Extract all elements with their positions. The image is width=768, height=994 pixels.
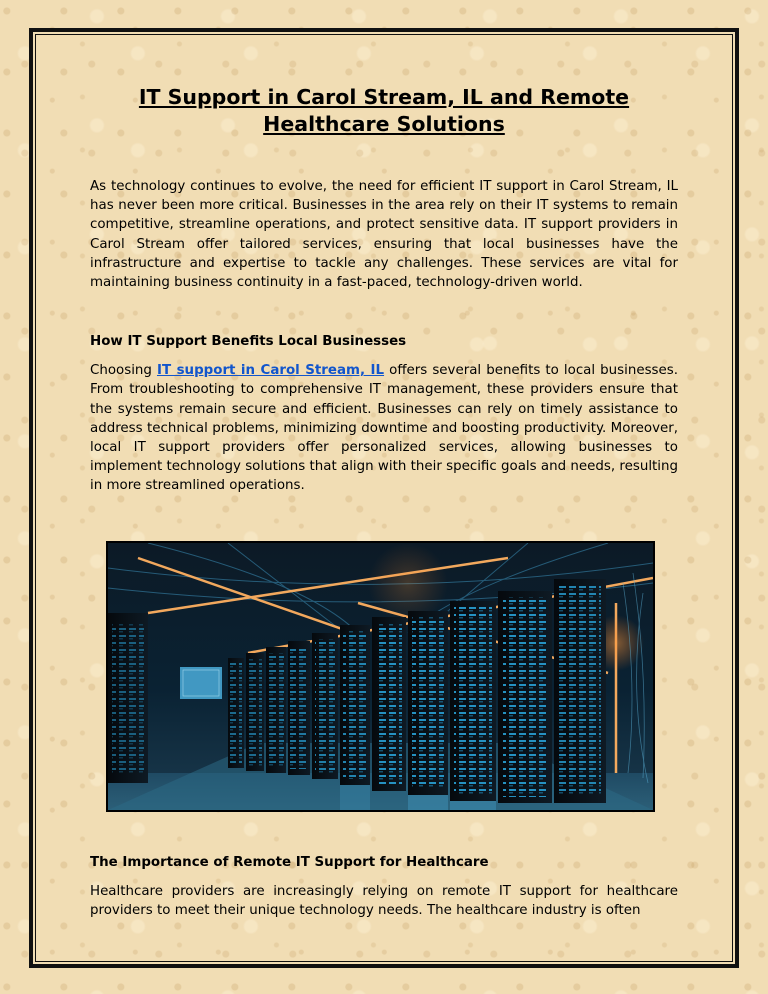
section-heading-healthcare: The Importance of Remote IT Support for Healthcare bbox=[90, 854, 489, 870]
intro-paragraph: As technology continues to evolve, the need for efficient IT support in Carol Stream, IL has never been more critical. Businesses in the area rely on their IT systems to remain competitive, streamline operations, and protect sensitive data. IT support providers in Carol Stream offer tailored services, ensuring that local businesses have the infrastructure and expertise to tackle any challenges. These services are vital for maintaining business continuity in a fast-paced, technology-driven world. bbox=[90, 179, 678, 291]
benefits-paragraph bbox=[90, 361, 678, 495]
benefits-lead-text: Choosing bbox=[90, 363, 152, 379]
section-heading-benefits: How IT Support Benefits Local Businesses bbox=[90, 334, 407, 350]
article-title: IT Support in Carol Stream, IL and Remote Healthcare Solutions bbox=[138, 85, 630, 136]
benefits-body-text: offers several benefits to local businesses. From troubleshooting to comprehensive IT management, these providers ensure that the systems remain secure and efficient. Businesses can rely on timely assistance to address technical problems, minimizing downtime and boosting productivity. Moreover, local IT support providers offer personalized services, allowing businesses to implement technology solutions that align with their specific goals and needs, resulting in more streamlined operations. bbox=[90, 363, 679, 494]
healthcare-paragraph: Healthcare providers are increasingly relying on remote IT support for healthcare providers to meet their unique technology needs. The healthcare industry is often bbox=[90, 883, 678, 918]
it-support-link[interactable]: IT support in Carol Stream, IL bbox=[156, 363, 385, 379]
article bbox=[90, 84, 678, 920]
server-room-image bbox=[106, 541, 655, 812]
